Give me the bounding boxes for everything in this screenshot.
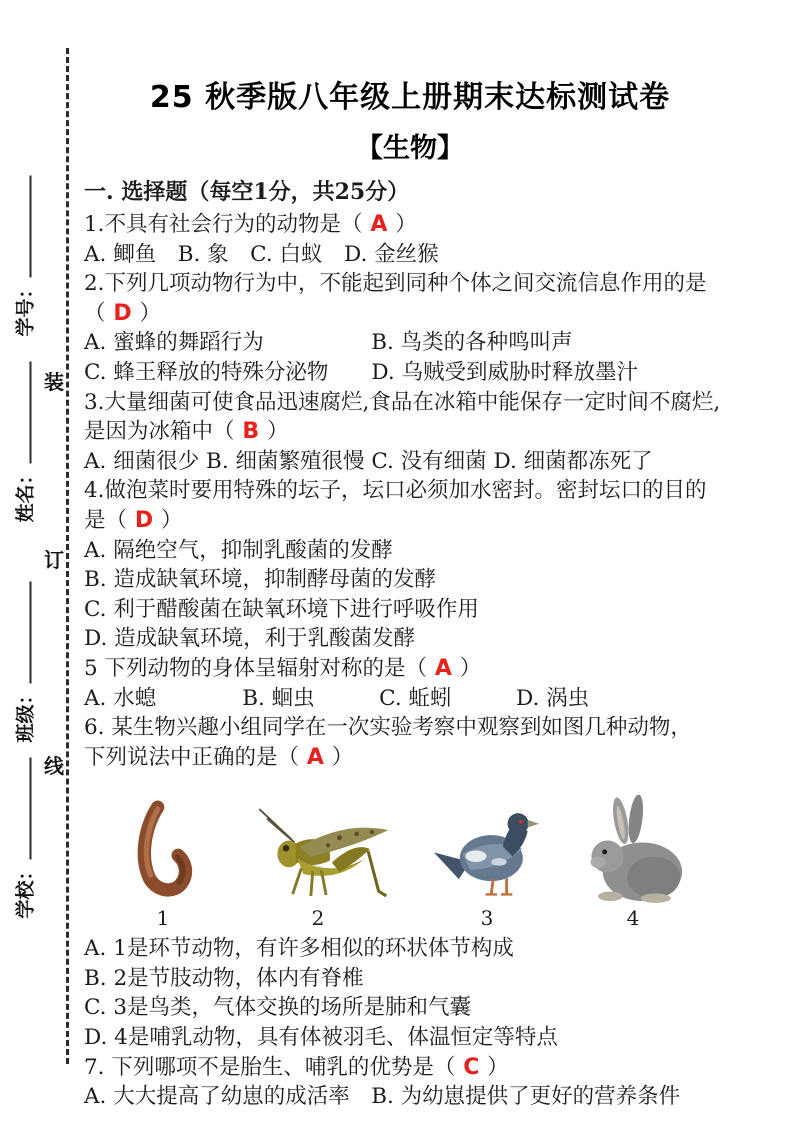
q4-option-a — [84, 536, 736, 566]
student-name-text: 姓名： — [14, 465, 37, 523]
q1-stem-text: 1.不具有社会行为的动物是（ — [84, 212, 370, 237]
q5-stem-text: 5 下列动物的身体呈辐射对称的是（ — [84, 655, 434, 681]
q2-stem-text: 2.下列几项动物行为中，不能起到同种个体之间交流信息作用的是 — [84, 271, 707, 297]
q7-paren-close: ） — [480, 1054, 509, 1080]
q7-answer: C — [463, 1054, 480, 1080]
q2-options-ab — [84, 328, 736, 358]
rabbit-image — [582, 795, 684, 905]
q6-option-a — [84, 934, 736, 964]
q6-option-d-text: D. 4是哺乳动物，具有体被羽毛、体温恒定等特点 — [84, 1025, 558, 1051]
q4-option-d — [84, 624, 736, 654]
q4-option-b — [84, 565, 736, 595]
q3-options — [84, 447, 736, 477]
exam-content — [84, 72, 736, 1112]
student-name-label — [11, 348, 37, 523]
q6-paren-close: ） — [324, 744, 354, 770]
student-name-fill-line — [28, 361, 32, 463]
q2-paren-close: ） — [132, 300, 161, 326]
figure-number-1: 1 — [156, 906, 170, 931]
seal-char-xian: 线 — [44, 754, 64, 778]
q5-stem — [84, 654, 736, 684]
q1-options-text: A. 鲫鱼 B. 象 C. 白蚁 D. 金丝猴 — [84, 241, 439, 267]
q4-stem-text: 4.做泡菜时要用特殊的坛子，坛口必须加水密封。密封坛口的目的 — [84, 478, 707, 504]
q2-options-ab-text: A. 蜜蜂的舞蹈行为 B. 鸟类的各种鸣叫声 — [84, 330, 573, 356]
q4-option-b-text: B. 造成缺氧环境，抑制酵母菌的发酵 — [84, 567, 436, 593]
student-class-text: 班级： — [14, 685, 37, 743]
student-id-text: 学号： — [14, 279, 37, 337]
seal-char-zhuang: 装 — [44, 370, 64, 394]
q2-options-cd-text: C. 蜂王释放的特殊分泌物 D. 乌贼受到威胁时释放墨汁 — [84, 359, 638, 385]
figure-number-2: 2 — [311, 906, 325, 931]
question6-figure — [84, 782, 736, 930]
q4-answer: D — [134, 507, 154, 533]
section-heading: 一. 选择题（每空1分，共25分） — [84, 179, 410, 205]
student-class-label — [11, 568, 37, 743]
q6-option-b — [84, 964, 736, 994]
q6-stem — [84, 713, 736, 743]
student-school-label — [11, 744, 37, 919]
q4-answer-line — [84, 506, 736, 536]
q7-stem — [84, 1053, 736, 1083]
subject-title: 【生物】 — [356, 133, 464, 164]
figure-item-rabbit — [582, 795, 684, 930]
student-school-text: 学校： — [14, 861, 37, 919]
q5-paren-close: ） — [452, 655, 482, 681]
q4-paren-close: ） — [154, 507, 183, 533]
seal-char-ding: 订 — [44, 548, 64, 572]
q6-stem-text: 6. 某生物兴趣小组同学在一次实验考察中观察到如图几种动物， — [84, 715, 692, 741]
q3-stem2-text: 是因为冰箱中（ — [84, 419, 242, 445]
figure-item-grasshopper — [244, 801, 392, 930]
earthworm-image — [122, 795, 204, 905]
figure-number-4: 4 — [626, 906, 640, 931]
q2-answer: D — [113, 300, 132, 326]
q1-stem — [84, 210, 736, 240]
q6-option-c-text: C. 3是鸟类，气体交换的场所是肺和气囊 — [84, 995, 472, 1021]
q4-stem2-text: 是（ — [84, 507, 134, 533]
q6-option-b-text: B. 2是节肢动物，体内有脊椎 — [84, 965, 364, 991]
q6-stem2-text: 下列说法中正确的是（ — [84, 744, 306, 770]
q7-stem-text: 7. 下列哪项不是胎生、哺乳的优势是（ — [84, 1054, 463, 1080]
page-title: 25 秋季版八年级上册期末达标测试卷 — [149, 80, 671, 115]
pigeon-image — [432, 795, 542, 905]
figure-number-3: 3 — [480, 906, 494, 931]
q1-options — [84, 240, 736, 270]
q2-paren-open: （ — [84, 300, 113, 326]
student-id-label — [11, 162, 37, 337]
q1-stem-close: ） — [388, 212, 417, 237]
q3-paren-close: ） — [260, 419, 289, 445]
figure-item-pigeon — [432, 795, 542, 930]
q6-option-c — [84, 993, 736, 1023]
q5-options — [84, 684, 736, 714]
q6-answer-line — [84, 743, 736, 773]
figure-item-earthworm — [122, 795, 204, 930]
student-id-fill-line — [28, 175, 32, 277]
q2-answer-line — [84, 299, 736, 329]
q3-answer: B — [242, 419, 260, 445]
q3-stem — [84, 388, 736, 418]
q6-answer: A — [306, 744, 324, 770]
q2-options-cd — [84, 358, 736, 388]
q7-options-text: A. 大大提高了幼崽的成活率 B. 为幼崽提供了更好的营养条件 — [84, 1084, 681, 1110]
q7-options — [84, 1082, 736, 1112]
student-school-fill-line — [28, 757, 32, 859]
q3-options-text: A. 细菌很少 B. 细菌繁殖很慢 C. 没有细菌 D. 细菌都冻死了 — [84, 448, 653, 474]
q3-stem-text: 3.大量细菌可使食品迅速腐烂,食品在冰箱中能保存一定时间不腐烂, — [84, 389, 721, 415]
student-class-fill-line — [28, 581, 32, 683]
q6-option-a-text: A. 1是环节动物，有许多相似的环状体节构成 — [84, 936, 514, 962]
q4-option-c-text: C. 利于醋酸菌在缺氧环境下进行呼吸作用 — [84, 596, 479, 622]
q2-stem — [84, 269, 736, 299]
q3-answer-line — [84, 417, 736, 447]
q1-answer: A — [370, 212, 388, 237]
binding-dashed-line — [66, 48, 69, 1064]
q4-option-d-text: D. 造成缺氧环境，利于乳酸菌发酵 — [84, 626, 416, 652]
q5-answer: A — [434, 655, 452, 681]
q4-stem — [84, 476, 736, 506]
grasshopper-image — [244, 801, 392, 905]
q5-options-text: A. 水螅 B. 蛔虫 C. 蚯蚓 D. 涡虫 — [84, 685, 590, 711]
q4-option-c — [84, 595, 736, 625]
q4-option-a-text: A. 隔绝空气，抑制乳酸菌的发酵 — [84, 537, 393, 563]
q6-option-d — [84, 1023, 736, 1053]
